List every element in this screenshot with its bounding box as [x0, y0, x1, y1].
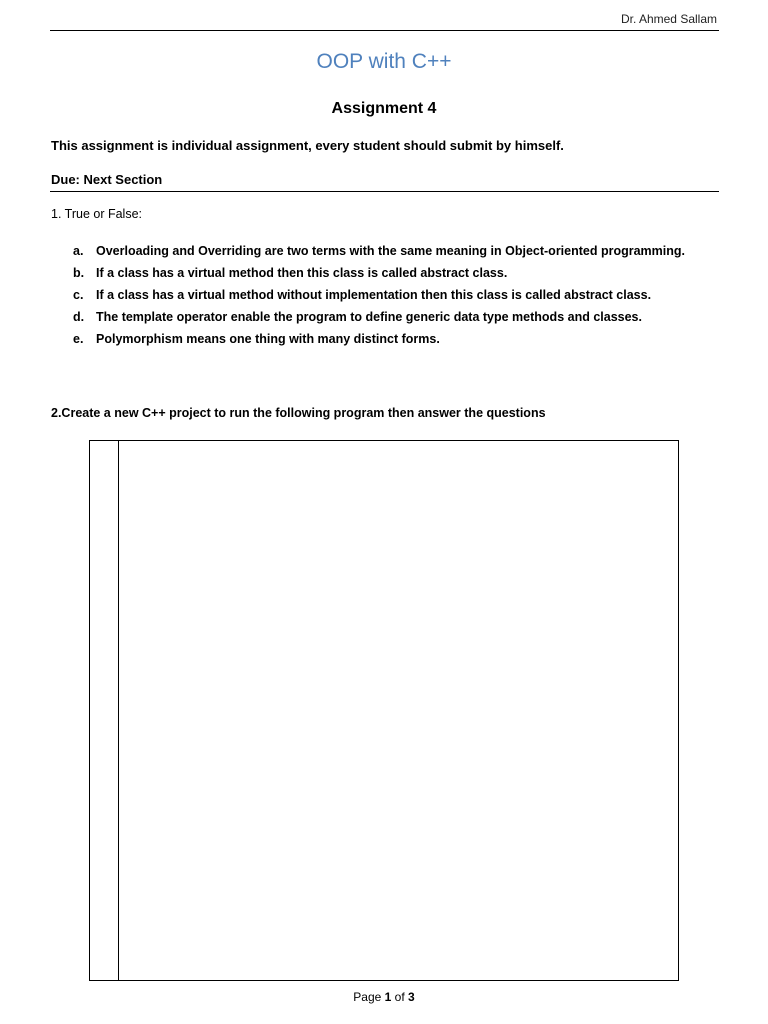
list-item — [70, 240, 710, 262]
list-item — [70, 328, 710, 350]
list-item-text: If a class has a virtual method then this class is called abstract class. — [96, 266, 508, 280]
list-item — [70, 284, 710, 306]
list-item-letter: d. — [73, 310, 85, 324]
page-current: 1 — [384, 990, 392, 1004]
page-of: of — [394, 990, 405, 1004]
code-listing-box — [89, 440, 679, 981]
header-divider — [50, 30, 719, 31]
list-item-letter: b. — [73, 266, 85, 280]
header-author: Dr. Ahmed Sallam — [620, 12, 717, 26]
question-1-heading: 1. True or False: — [51, 207, 143, 221]
page-total: 3 — [408, 990, 415, 1004]
list-item-text: Overloading and Overriding are two terms with the same meaning in Object-oriented programming. — [96, 244, 685, 258]
list-item-text: If a class has a virtual method without implementation then this class is called abstract class. — [96, 288, 652, 302]
section-divider — [50, 191, 719, 192]
assignment-title: Assignment 4 — [331, 100, 437, 117]
list-item — [70, 306, 710, 328]
list-item-letter: e. — [73, 332, 84, 346]
due-date: Due: Next Section — [51, 172, 163, 187]
code-line-number-gutter — [90, 441, 119, 980]
list-item-letter: c. — [73, 288, 84, 302]
question-2-heading: 2.Create a new C++ project to run the following program then answer the questions — [51, 406, 546, 420]
page-number — [0, 990, 768, 1004]
list-item-text: The template operator enable the program to define generic data type methods and classes. — [96, 310, 642, 324]
page-label: Page — [353, 990, 382, 1004]
list-item-letter: a. — [73, 244, 84, 258]
assignment-notice: This assignment is individual assignment, every student should submit by himself. — [51, 138, 564, 153]
code-area — [119, 441, 678, 980]
course-title: OOP with C++ — [316, 50, 452, 73]
list-item — [70, 262, 710, 284]
list-item-text: Polymorphism means one thing with many distinct forms. — [96, 332, 440, 346]
true-false-list — [70, 240, 710, 350]
